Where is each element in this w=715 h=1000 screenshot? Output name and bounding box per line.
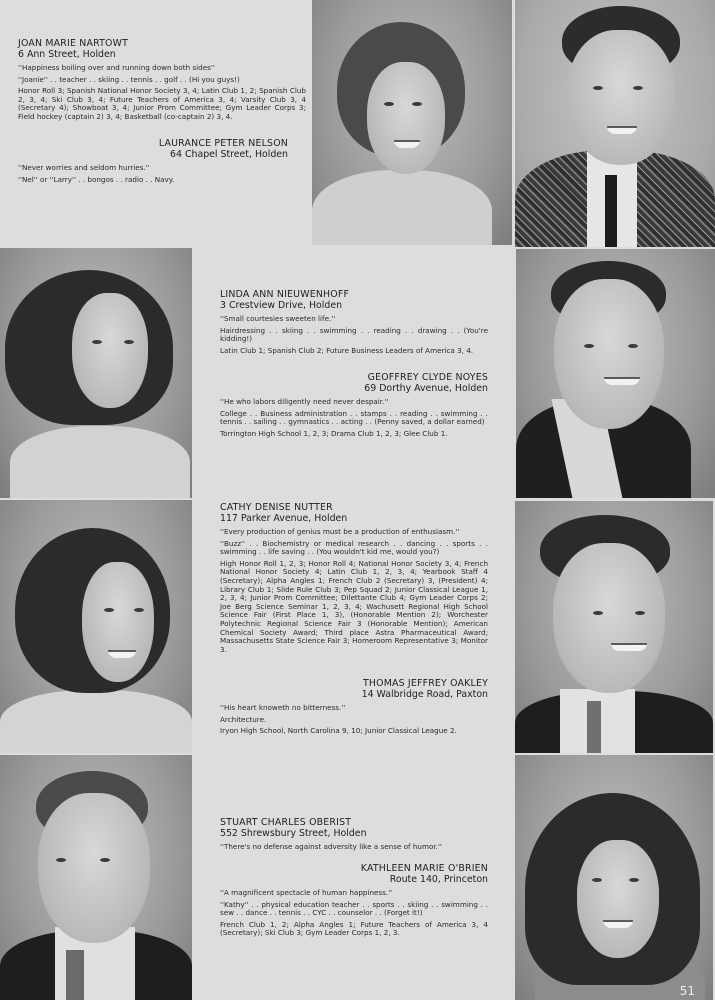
student-entry-nutter bbox=[220, 502, 488, 657]
student-interests: ''Kathy'' . . physical education teacher . . sports . . skiing . . swimming . . sew . . dance . . tennis . . CYC . . counselor . . (Forget it!) bbox=[220, 899, 488, 918]
portrait-photo-oberist bbox=[0, 755, 192, 1000]
student-interests: Hairdressing . . skiing . . swimming . . reading . . drawing . . (You're kidding!) bbox=[220, 325, 488, 344]
student-name: THOMAS JEFFREY OAKLEY bbox=[362, 678, 488, 689]
portrait-photo-nieuwenhoff bbox=[0, 248, 192, 498]
student-interests: ''Joanie'' . . teacher . . skiing . . tennis . . golf . . (Hi you guys!) bbox=[18, 74, 240, 84]
portrait-face bbox=[554, 279, 664, 429]
portrait-eye bbox=[100, 858, 110, 862]
portrait-mouth bbox=[604, 377, 640, 385]
student-quote: ''Never worries and seldom hurries.'' bbox=[18, 163, 150, 172]
portrait-tie bbox=[66, 950, 84, 1000]
student-quote: ''His heart knoweth no bitterness.'' bbox=[220, 703, 346, 712]
portrait-face bbox=[367, 62, 445, 174]
student-activities: High Honor Roll 1, 2, 3; Honor Roll 4; National Honor Society 3, 4; French National Honor Society 4; Latin Club 1, 2, 3, 4; Yearbook Staff 4 (Secretary); Alpha Angles 1; French Club 2 (Secretary) 3, (President) 4; Library Club 1; Slide Rule Club 3; Pep Squad 2; Junior Classical League 1, 2, 3, 4; Junior Prom Committee; Dilettante Club 4; Gym Leader Corps 2; Joe Berg Science Seminar 1, 2, 3, 4; Wachusett Regional High School Science Fair (First Place 1, 3), (Honorable Mention 2); Worchester Polytechnic Regional Science Fair 3 (Honorable Mention); American Chemical Society Award; Third place Astra Pharmaceutical Award; Massachusetts State Science Fair 3; Homeroom Representative 3; Monitor 3. bbox=[220, 558, 488, 654]
student-interests: ''Buzz'' . . Biochemistry or medical research . . dancing . . sports . . swimming . . life saving . . (You wouldn't kid me, would you?) bbox=[220, 538, 488, 557]
student-quote: ''There's no defense against adversity like a sense of humor.'' bbox=[220, 842, 442, 851]
portrait-torso bbox=[0, 690, 192, 753]
portrait-mouth bbox=[603, 920, 633, 928]
portrait-tie bbox=[605, 175, 617, 247]
portrait-torso bbox=[312, 170, 492, 245]
student-quote: ''He who labors diligently need never despair.'' bbox=[220, 397, 389, 406]
portrait-photo-noyes bbox=[516, 249, 715, 498]
portrait-eye bbox=[592, 878, 602, 882]
student-activities: Honor Roll 3; Spanish National Honor Society 3, 4; Latin Club 1, 2; Spanish Club 2, 3, 4; Ski Club 3, 4; Future Teachers of America 3, 4; Varsity Club 3, 4 (Secretary 4); Showboat 3, 4; Junior Prom Committee; Gym Leader Corps 3; Field hockey (captain 2) 3, 4; Basketball (co-captain 2) 3, 4. bbox=[18, 86, 306, 121]
portrait-photo-oakley bbox=[515, 501, 713, 753]
student-entry-noyes bbox=[220, 372, 488, 441]
portrait-eye bbox=[124, 340, 134, 344]
portrait-face bbox=[72, 293, 148, 408]
student-activities: Torrington High School 1, 2, 3; Drama Club 1, 2, 3; Glee Club 1. bbox=[220, 428, 448, 438]
portrait-mouth bbox=[611, 643, 647, 651]
student-name: STUART CHARLES OBERIST bbox=[220, 817, 352, 828]
portrait-photo-nutter bbox=[0, 500, 192, 753]
student-interests: College . . Business administration . . stamps . . reading . . swimming . . tennis . . sailing . . gymnastics . . acting . . (Penny saved, a dollar earned) bbox=[220, 408, 488, 427]
portrait-eye bbox=[104, 608, 114, 612]
student-name: LAURANCE PETER NELSON bbox=[158, 138, 288, 149]
portrait-eye bbox=[635, 611, 645, 615]
student-activities: French Club 1, 2; Alpha Angles 1; Future Teachers of America 3, 4 (Secretary); Ski Club 3; Gym Leader Corps 1, 2, 3. bbox=[220, 919, 488, 938]
portrait-face bbox=[38, 793, 150, 943]
portrait-face bbox=[567, 30, 675, 165]
student-interests: ''Nel'' or ''Larry'' . . bongos . . radio . . Navy. bbox=[18, 174, 175, 184]
portrait-face bbox=[553, 543, 665, 693]
student-name: LINDA ANN NIEUWENHOFF bbox=[220, 289, 350, 300]
student-address: 3 Crestview Drive, Holden bbox=[220, 300, 343, 311]
portrait-eye bbox=[384, 102, 394, 106]
portrait-tie bbox=[587, 701, 601, 753]
portrait-eye bbox=[593, 86, 603, 90]
student-quote: ''Small courtesies sweeten life.'' bbox=[220, 314, 336, 323]
portrait-photo-nelson bbox=[515, 0, 715, 247]
student-entry-nieuwenhoff bbox=[220, 289, 488, 358]
student-entry-nartowt bbox=[18, 38, 306, 125]
student-interests: Architecture. bbox=[220, 714, 267, 724]
student-activities: Latin Club 1; Spanish Club 2; Future Business Leaders of America 3, 4. bbox=[220, 345, 474, 355]
student-quote: ''Every production of genius must be a production of enthusiasm.'' bbox=[220, 527, 460, 536]
student-address: 552 Shrewsbury Street, Holden bbox=[220, 828, 367, 839]
portrait-eye bbox=[629, 878, 639, 882]
portrait-photo-nartowt bbox=[312, 0, 512, 245]
page-number: 51 bbox=[679, 984, 695, 998]
student-entry-oakley bbox=[220, 678, 488, 739]
student-entry-nelson bbox=[18, 138, 288, 187]
student-address: 14 Walbridge Road, Paxton bbox=[361, 689, 488, 700]
portrait-eye bbox=[412, 102, 422, 106]
student-address: 117 Parker Avenue, Holden bbox=[220, 513, 348, 524]
portrait-eye bbox=[628, 344, 638, 348]
portrait-mouth bbox=[394, 140, 420, 148]
student-address: Route 140, Princeton bbox=[389, 874, 488, 885]
student-name: CATHY DENISE NUTTER bbox=[220, 502, 333, 513]
portrait-mouth bbox=[607, 126, 637, 134]
portrait-face bbox=[577, 840, 659, 958]
portrait-eye bbox=[56, 858, 66, 862]
student-name: GEOFFREY CLYDE NOYES bbox=[367, 372, 488, 383]
portrait-eye bbox=[92, 340, 102, 344]
student-name: JOAN MARIE NARTOWT bbox=[18, 38, 129, 49]
portrait-photo-obrien bbox=[515, 755, 713, 1000]
portrait-torso bbox=[10, 426, 190, 498]
student-address: 6 Ann Street, Holden bbox=[18, 49, 116, 60]
portrait-eye bbox=[593, 611, 603, 615]
portrait-eye bbox=[633, 86, 643, 90]
student-address: 69 Dorthy Avenue, Holden bbox=[364, 383, 488, 394]
student-name: KATHLEEN MARIE O'BRIEN bbox=[360, 863, 488, 874]
portrait-eye bbox=[134, 608, 144, 612]
student-quote: ''Happiness boiling over and running down both sides'' bbox=[18, 63, 215, 72]
student-activities: Iryon High School, North Carolina 9, 10; Junior Classical League 2. bbox=[220, 726, 457, 736]
student-entry-oberist bbox=[220, 817, 488, 855]
student-address: 64 Chapel Street, Holden bbox=[170, 149, 288, 160]
student-entry-obrien bbox=[220, 863, 488, 941]
portrait-eye bbox=[584, 344, 594, 348]
portrait-mouth bbox=[108, 650, 136, 658]
student-quote: ''A magnificent spectacle of human happiness.'' bbox=[220, 888, 393, 897]
portrait-face bbox=[82, 562, 154, 682]
